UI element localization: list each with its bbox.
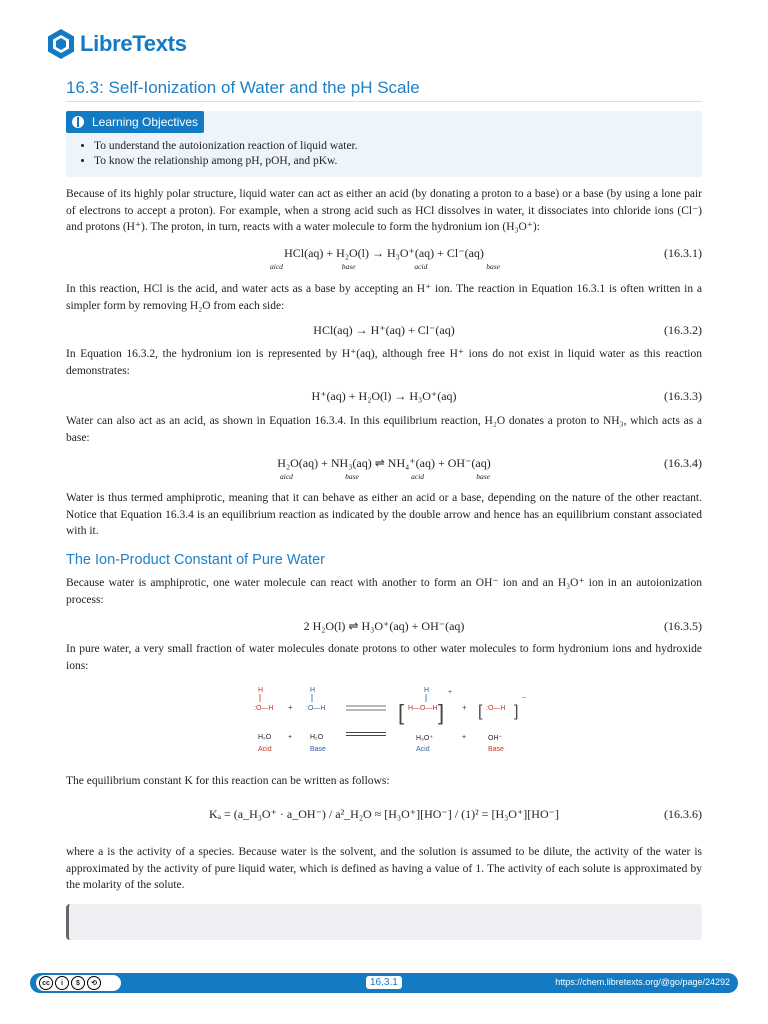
species-label: H₂O	[310, 734, 324, 741]
svg-text:H: H	[258, 687, 264, 694]
paragraph-6: Because water is amphiprotic, one water molecule can react with another to form an OH⁻ ion and an H₃O⁺ ion in an autoionization process:	[66, 577, 702, 606]
svg-text:H: H	[310, 687, 316, 694]
plus-sign: +	[288, 734, 293, 741]
objective-item: • To understand the autoionization reaction of liquid water.	[94, 139, 358, 154]
svg-text:]: ]	[514, 703, 519, 720]
svg-text::O—H: :O—H	[254, 705, 274, 712]
role-label: Base	[310, 746, 326, 753]
water-molecules-diagram	[248, 682, 538, 730]
equation-text: 2 H₂O(l) ⇌ H₃O⁺(aq) + OH⁻(aq)	[303, 619, 465, 633]
page-title: 16.3: Self-Ionization of Water and the pH Scale	[66, 78, 420, 97]
equation-number: (16.3.2)	[664, 323, 702, 337]
page-number: 16.3.1	[366, 976, 402, 989]
eq-label: base	[341, 262, 356, 271]
eq-label: acid	[411, 472, 425, 481]
paragraph-2: In this reaction, HCl is the acid, and water acts as a base by accepting an H⁺ ion. The reaction in Equation 16.3.1 is often written in a simpler form by removing H₂O from each side:	[66, 283, 702, 312]
objectives-list	[80, 139, 358, 169]
learning-objectives-tab	[66, 111, 204, 133]
eq-label: aicd	[270, 262, 283, 271]
paragraph-intro: Because of its highly polar structure, liquid water can act as either an acid (by donating a proton to a base) or a base (by using a lone pair of electrons to accept a proton). For example, when a strong acid such as HCl dissolves in water, it dissociates into chloride ions (Cl⁻) and protons (H⁺). The proton, in turn, reacts with a water molecule to form the hydronium ion (H₃O⁺):	[66, 188, 702, 233]
equation-16-3-4-labels	[280, 472, 490, 481]
paragraph-8: The equilibrium constant K for this reaction can be written as follows:	[66, 775, 390, 787]
equation-text: Kₐ = (a_H₃O⁺ · a_OH⁻) / a²_H₂O ≈ [H₃O⁺][HO⁻] / (1)² = [H₃O⁺][HO⁻]	[209, 807, 559, 821]
paragraph-9: where a is the activity of a species. Because water is the solvent, and the solution is assumed to be dilute, the activity of the water is approximated by the activity of pure liquid water, which is defined as having a value of 1. The activity of each solute is approximated by the molarity of the solute.	[66, 846, 702, 891]
svg-text:+: +	[288, 703, 293, 712]
svg-text:[: [	[398, 700, 405, 725]
section-heading: The Ion-Product Constant of Pure Water	[66, 552, 325, 568]
eq-label: base	[476, 472, 490, 481]
cc-license-badge[interactable]	[36, 975, 121, 991]
svg-text:H: H	[424, 687, 430, 694]
objective-item: • To know the relationship among pH, pOH, and pKw.	[94, 154, 358, 169]
plus-sign: +	[462, 734, 467, 741]
role-label: Acid	[416, 746, 430, 753]
equation-text: HCl(aq) + H₂O(l) → H₃O⁺(aq) + Cl⁻(aq)	[284, 246, 484, 260]
learning-objectives-label: Learning Objectives	[92, 115, 199, 129]
paragraph-5: Water is thus termed amphiprotic, meaning that it can behave as either an acid or a base, depending on the nature of the other reactant. Notice that Equation 16.3.4 is an equilibrium reaction as indicated by the double arrow and hence has an equilibrium constant associated with it.	[66, 492, 702, 537]
equation-number: (16.3.6)	[664, 807, 702, 821]
eq-label: aicd	[280, 472, 293, 481]
nc-icon: $	[71, 976, 85, 990]
role-label: Acid	[258, 746, 272, 753]
equation-16-3-6	[66, 807, 702, 829]
equation-number: (16.3.3)	[664, 389, 702, 403]
title-divider	[66, 101, 702, 102]
paragraph-3: In Equation 16.3.2, the hydronium ion is represented by H⁺(aq), although free H⁺ ions do not exist in liquid water as this reaction demonstrates:	[66, 348, 702, 377]
svg-text:+: +	[448, 689, 453, 696]
equation-number: (16.3.5)	[664, 619, 702, 633]
equation-text: H⁺(aq) + H₂O(l) → H₃O⁺(aq)	[311, 389, 457, 403]
page-footer	[30, 973, 738, 993]
libretexts-logo-icon[interactable]	[46, 28, 76, 60]
svg-text:[: [	[478, 703, 483, 720]
equation-text: HCl(aq) → H⁺(aq) + Cl⁻(aq)	[313, 323, 455, 337]
svg-text:]: ]	[438, 700, 445, 725]
site-header	[46, 26, 187, 62]
equation-16-3-1-labels	[270, 262, 500, 271]
learning-objectives-box	[66, 111, 702, 177]
equilibrium-arrow	[346, 732, 386, 736]
svg-text:−: −	[522, 695, 527, 702]
equation-number: (16.3.4)	[664, 456, 702, 470]
equation-16-3-3	[66, 389, 702, 411]
svg-text::O—H: :O—H	[306, 705, 326, 712]
species-label: OH⁻	[488, 735, 503, 742]
roles-row	[248, 746, 538, 756]
callout-box	[66, 904, 702, 940]
equation-16-3-5	[66, 619, 702, 641]
svg-text:+: +	[462, 703, 467, 712]
equation-16-3-2	[66, 323, 702, 345]
equation-number: (16.3.1)	[664, 246, 702, 260]
eq-label: base	[345, 472, 359, 481]
svg-text::O—H: :O—H	[486, 705, 506, 712]
autoionization-figure	[248, 682, 538, 760]
page-url-link[interactable]: https://chem.libretexts.org/@go/page/24292	[555, 977, 730, 987]
equation-text: H₂O(aq) + NH₃(aq) ⇌ NH₄⁺(aq) + OH⁻(aq)	[277, 456, 491, 470]
by-icon: i	[55, 976, 69, 990]
paragraph-4: Water can also act as an acid, as shown in Equation 16.3.4. In this equilibrium reaction, H₂O donates a proton to NH₃, which acts as a base:	[66, 415, 702, 444]
sa-icon: ⟲	[87, 976, 101, 990]
cc-icon: cc	[39, 976, 53, 990]
paragraph-7: In pure water, a very small fraction of water molecules donate protons to other water molecules to form hydronium ions and hydroxide ions:	[66, 643, 702, 672]
eq-label: base	[486, 262, 500, 271]
objectives-icon	[72, 116, 84, 128]
svg-text:H—O—H: H—O—H	[408, 705, 438, 712]
species-label: H₂O	[258, 734, 272, 741]
species-row	[248, 734, 538, 744]
role-label: Base	[488, 746, 504, 753]
brand-name[interactable]: LibreTexts	[80, 31, 187, 56]
species-label: H₃O⁺	[416, 735, 434, 742]
eq-label: acid	[414, 262, 428, 271]
